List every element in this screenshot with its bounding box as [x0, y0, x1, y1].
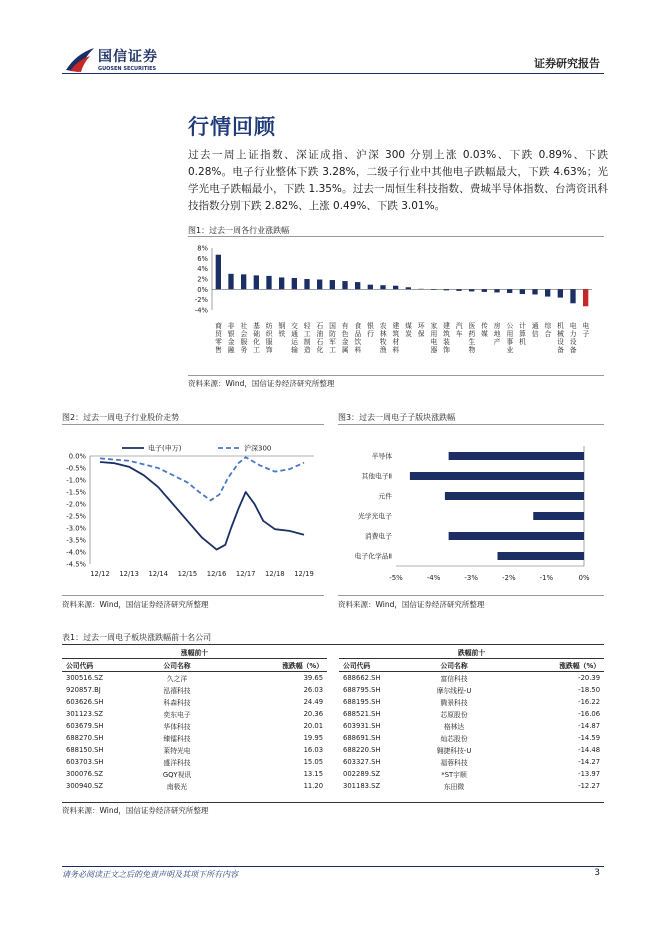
- y-tick-label: -1.0%: [66, 476, 86, 485]
- table-cell: -16.22: [578, 698, 601, 706]
- table-cell: 摩尔线程-U: [436, 687, 472, 695]
- y-tick-label: -1.5%: [66, 488, 86, 497]
- bar: [507, 289, 512, 293]
- table-row: [62, 780, 604, 792]
- x-tick-label: -1%: [539, 574, 554, 582]
- x-tick-label: 12/16: [206, 570, 227, 578]
- table-cell: 603327.SH: [343, 758, 381, 766]
- x-tick-label: 交通运输: [291, 322, 298, 354]
- table-cell: 13.15: [303, 770, 324, 778]
- y-tick-label: 2%: [197, 275, 208, 284]
- y-tick-label: 光学光电子: [358, 512, 392, 521]
- column-header: 公司名称: [419, 659, 489, 672]
- table-top-rule: [62, 644, 604, 645]
- table-cell: 688691.SH: [343, 734, 381, 742]
- table-cell: 26.03: [303, 686, 324, 694]
- table-cell: 603703.SH: [66, 758, 104, 766]
- table-cell: GQY视讯: [162, 771, 192, 779]
- x-tick-label: 基础化工: [253, 322, 260, 354]
- table-row: [62, 744, 604, 756]
- x-tick-label: 钢铁: [278, 322, 286, 338]
- bar: [241, 274, 246, 289]
- table-cell: 300076.SZ: [66, 770, 104, 778]
- x-tick-label: 煤炭: [405, 322, 412, 338]
- y-tick-label: 6%: [197, 254, 208, 263]
- y-tick-label: -3.5%: [66, 536, 86, 545]
- y-tick-label: 其他电子Ⅱ: [361, 472, 392, 481]
- y-tick-label: -2%: [194, 296, 208, 305]
- bar: [583, 289, 588, 306]
- y-tick-label: 4%: [197, 265, 208, 274]
- bar: [393, 286, 398, 290]
- table-cell: 南极光: [166, 783, 188, 791]
- y-tick-label: -4.0%: [66, 548, 86, 557]
- table-cell: 科森科技: [163, 699, 191, 707]
- x-tick-label: 公用事业: [506, 322, 514, 354]
- electronics-subsector-chart: [338, 440, 604, 590]
- y-tick-label: -2.5%: [66, 512, 86, 521]
- table-cell: 603679.SH: [66, 722, 104, 730]
- bar: [406, 287, 411, 289]
- x-tick-label: 食品饮料: [354, 322, 362, 354]
- table-cell: 腾景科技: [440, 699, 468, 707]
- fig1-caption-rule: [188, 236, 604, 237]
- table-cell: 16.03: [303, 746, 324, 754]
- x-tick-label: 综合: [544, 322, 552, 338]
- fig2-caption: 图2：过去一周电子行业股价走势: [62, 413, 180, 422]
- table-cell: 东田微: [443, 783, 465, 791]
- x-tick-label: 非银金融: [227, 322, 235, 354]
- x-tick-label: 商贸零售: [215, 322, 222, 354]
- bar: [304, 279, 309, 289]
- table-cell: 688270.SH: [66, 734, 104, 742]
- bar: [368, 285, 373, 290]
- table-cell: 688662.SH: [343, 674, 381, 682]
- bar: [570, 289, 575, 303]
- bar: [317, 280, 322, 290]
- legend-label: 电子(申万): [148, 444, 182, 453]
- column-header: 涨跌幅（%）: [212, 659, 327, 672]
- table-cell: 688795.SH: [343, 686, 381, 694]
- fig3-source: 资料来源：Wind，国信证券经济研究所整理: [338, 600, 485, 609]
- y-tick-label: -2.0%: [66, 500, 86, 509]
- table-cell: -13.97: [578, 770, 601, 778]
- bar: [445, 492, 584, 500]
- series-line: [100, 457, 304, 500]
- bar: [330, 280, 335, 289]
- industry-returns-chart: [188, 240, 604, 375]
- table-cell: -18.50: [578, 686, 601, 694]
- bar: [431, 289, 436, 290]
- table-bottom-rule: [62, 802, 604, 803]
- table-cell: 奕东电子: [163, 711, 191, 719]
- table-cell: 格林达: [443, 723, 465, 731]
- table-cell: 泓禧科技: [163, 687, 191, 695]
- y-tick-label: 消费电子: [364, 532, 392, 541]
- table-cell: 15.05: [303, 758, 324, 766]
- table-cell: -14.48: [578, 746, 601, 754]
- bar: [482, 289, 487, 292]
- bar: [254, 275, 259, 289]
- page-number: 3: [594, 868, 600, 878]
- series-line: [100, 462, 304, 550]
- table-cell: 芯原股份: [440, 711, 468, 719]
- table-cell: 福蓉科技: [440, 759, 468, 767]
- bar: [410, 472, 584, 480]
- column-header: 公司代码: [62, 659, 142, 672]
- x-tick-label: 12/18: [265, 570, 285, 578]
- x-tick-label: 家用电器: [430, 322, 438, 354]
- y-tick-label: 0.0%: [68, 452, 86, 461]
- fig3-caption-rule: [338, 424, 604, 425]
- table-cell: 603931.SH: [343, 722, 381, 730]
- y-tick-label: 元件: [378, 492, 392, 501]
- fig2-source-rule: [62, 595, 324, 596]
- x-tick-label: 医药生物: [468, 322, 476, 354]
- table-cell: 灿芯股份: [440, 735, 468, 743]
- bar: [558, 289, 563, 297]
- section-title: 行情回顾: [188, 115, 276, 139]
- x-tick-label: 12/13: [119, 570, 139, 578]
- y-tick-label: 电子化学品Ⅱ: [354, 552, 392, 561]
- table-cell: 11.20: [303, 782, 324, 790]
- y-tick-label: 半导体: [371, 452, 392, 461]
- bar: [532, 289, 537, 294]
- company-name: 国信证券: [98, 49, 158, 65]
- x-tick-label: 12/19: [294, 570, 314, 578]
- x-tick-label: -5%: [389, 574, 403, 582]
- column-header: 公司代码: [339, 659, 419, 672]
- x-tick-label: 12/12: [90, 570, 110, 578]
- column-header: 涨跌幅（%）: [489, 659, 604, 672]
- bar: [449, 532, 584, 540]
- table-cell: -14.59: [578, 734, 601, 742]
- bar: [228, 274, 233, 290]
- bar: [449, 452, 584, 460]
- x-tick-label: 传媒: [481, 322, 488, 338]
- table-row: [62, 684, 604, 696]
- x-tick-label: 建筑材料: [392, 322, 400, 354]
- table-cell: 盛洋科技: [163, 759, 191, 767]
- y-tick-label: 0%: [197, 285, 208, 294]
- footer-rule: [62, 866, 604, 867]
- table-cell: 688150.SH: [66, 746, 104, 754]
- top-movers-table: [62, 646, 604, 792]
- electronics-price-trend-chart: [62, 440, 324, 590]
- table-caption: 表1：过去一周电子板块涨跌幅前十名公司: [62, 633, 212, 642]
- section-body: 过去一周上证指数、深证成指、沪深 300 分别上涨 0.03%、下跌 0.89%、下跌 0.28%。电子行业整体下跌 3.28%，二级子行业中其他电子跌幅最大，下跌 4.63%；光学光电子跌幅最小，下跌 1.35%。过去一周恒生科技指数、费城半导体指数、台湾资讯科技指数分别下跌 2.82%、上涨 0.49%、下跌 3.01%。: [188, 149, 608, 212]
- x-tick-label: -4%: [426, 574, 441, 582]
- header-rule: [62, 73, 604, 74]
- table-cell: 301183.SZ: [343, 782, 381, 790]
- x-tick-label: 电力设备: [569, 322, 577, 354]
- x-tick-label: 环保: [417, 322, 425, 338]
- table-cell: -14.87: [578, 722, 601, 730]
- table-cell: 300516.SZ: [66, 674, 104, 682]
- table-cell: 301123.SZ: [66, 710, 104, 718]
- table-row: [62, 756, 604, 768]
- fig2-caption-rule: [62, 424, 324, 425]
- legend-label: 沪深300: [244, 444, 272, 453]
- y-tick-label: -4%: [194, 306, 208, 315]
- bar: [342, 281, 347, 289]
- fig3-source-rule: [338, 595, 604, 596]
- column-header: 公司名称: [142, 659, 212, 672]
- x-tick-label: 建筑装饰: [443, 322, 450, 354]
- bar: [279, 277, 284, 289]
- bar: [355, 282, 360, 289]
- x-tick-label: 0%: [578, 574, 590, 582]
- y-tick-label: 8%: [197, 244, 208, 253]
- bar: [545, 289, 550, 296]
- report-type: 证券研究报告: [534, 57, 600, 70]
- table-cell: 莱特光电: [163, 747, 191, 755]
- x-tick-label: 有色金属: [341, 322, 349, 354]
- table-cell: 臻镭科技: [163, 735, 191, 743]
- company-logo-icon: [64, 44, 96, 74]
- bar: [533, 512, 584, 520]
- x-tick-label: 国防军工: [329, 322, 336, 354]
- x-tick-label: 机械设备: [557, 322, 564, 354]
- bar: [418, 289, 423, 290]
- bar: [292, 278, 297, 289]
- y-tick-label: -0.5%: [66, 464, 86, 473]
- table-cell: 688195.SH: [343, 698, 381, 706]
- bar: [494, 289, 499, 292]
- bar: [216, 255, 221, 290]
- table-row: [62, 768, 604, 780]
- gainers-group-header: 涨幅前十: [62, 646, 327, 659]
- table-cell: 002289.SZ: [343, 770, 381, 778]
- table-row: [62, 732, 604, 744]
- fig2-source: 资料来源：Wind，国信证券经济研究所整理: [62, 600, 209, 609]
- fig1-source-rule: [188, 375, 604, 376]
- fig1-caption: 图1：过去一周各行业涨跌幅: [188, 226, 290, 235]
- bar: [520, 289, 525, 294]
- x-tick-label: 石油石化: [316, 322, 324, 354]
- x-tick-label: 银行: [367, 322, 374, 338]
- table-cell: -20.39: [578, 674, 601, 682]
- x-tick-label: -2%: [501, 574, 516, 582]
- table-source: 资料来源：Wind，国信证券经济研究所整理: [62, 806, 209, 815]
- company-name-en: GUOSEN SECURITIES: [98, 66, 157, 72]
- table-cell: -12.27: [578, 782, 601, 790]
- table-cell: 20.36: [303, 710, 324, 718]
- fig3-caption: 图3：过去一周电子子版块涨跌幅: [338, 413, 456, 422]
- table-cell: 久之洋: [166, 675, 188, 683]
- x-tick-label: 房地产: [493, 322, 501, 346]
- table-cell: 24.49: [303, 698, 324, 706]
- table-cell: 39.65: [303, 674, 324, 682]
- table-cell: 华体科技: [163, 723, 191, 731]
- table-cell: 688521.SH: [343, 710, 381, 718]
- table-cell: 20.01: [303, 722, 324, 730]
- y-tick-label: -3.0%: [66, 524, 86, 533]
- bar: [498, 552, 584, 560]
- x-tick-label: 计算机: [519, 322, 526, 346]
- table-cell: 300940.SZ: [66, 782, 104, 790]
- table-cell: 603626.SH: [66, 698, 104, 706]
- x-tick-label: 社会服务: [240, 322, 248, 354]
- bar: [469, 289, 474, 291]
- y-tick-label: -4.5%: [66, 560, 86, 569]
- table-row: [62, 696, 604, 708]
- table-cell: *ST宇顺: [441, 771, 467, 779]
- x-tick-label: 通信: [531, 322, 539, 338]
- table-cell: -14.27: [578, 758, 601, 766]
- table-row: [62, 672, 604, 685]
- x-tick-label: 电子: [582, 322, 590, 338]
- bar: [444, 289, 449, 290]
- table-cell: 688220.SH: [343, 746, 381, 754]
- bar: [380, 285, 385, 289]
- table-cell: 翱捷科技-U: [436, 747, 472, 755]
- table-cell: -16.06: [578, 710, 601, 718]
- table-row: [62, 708, 604, 720]
- x-tick-label: 12/14: [148, 570, 169, 578]
- table-cell: 富信科技: [440, 675, 468, 683]
- footer-disclaimer: 请务必阅读正文之后的免责声明及其项下所有内容: [62, 870, 238, 879]
- x-tick-label: 农林牧渔: [379, 322, 387, 354]
- x-tick-label: 纺织服饰: [265, 322, 273, 354]
- table-cell: 19.95: [303, 734, 324, 742]
- x-tick-label: 轻工制造: [303, 322, 311, 354]
- x-tick-label: -3%: [464, 574, 479, 582]
- bar: [266, 276, 271, 289]
- losers-group-header: 跌幅前十: [339, 646, 604, 659]
- fig1-source: 资料来源：Wind，国信证券经济研究所整理: [188, 379, 335, 388]
- table-row: [62, 720, 604, 732]
- bar: [456, 289, 461, 291]
- table-cell: 920857.BJ: [66, 686, 101, 694]
- x-tick-label: 12/15: [177, 570, 198, 578]
- table-column-headers: [62, 659, 604, 672]
- x-tick-label: 汽车: [455, 322, 463, 338]
- x-tick-label: 12/17: [235, 570, 256, 578]
